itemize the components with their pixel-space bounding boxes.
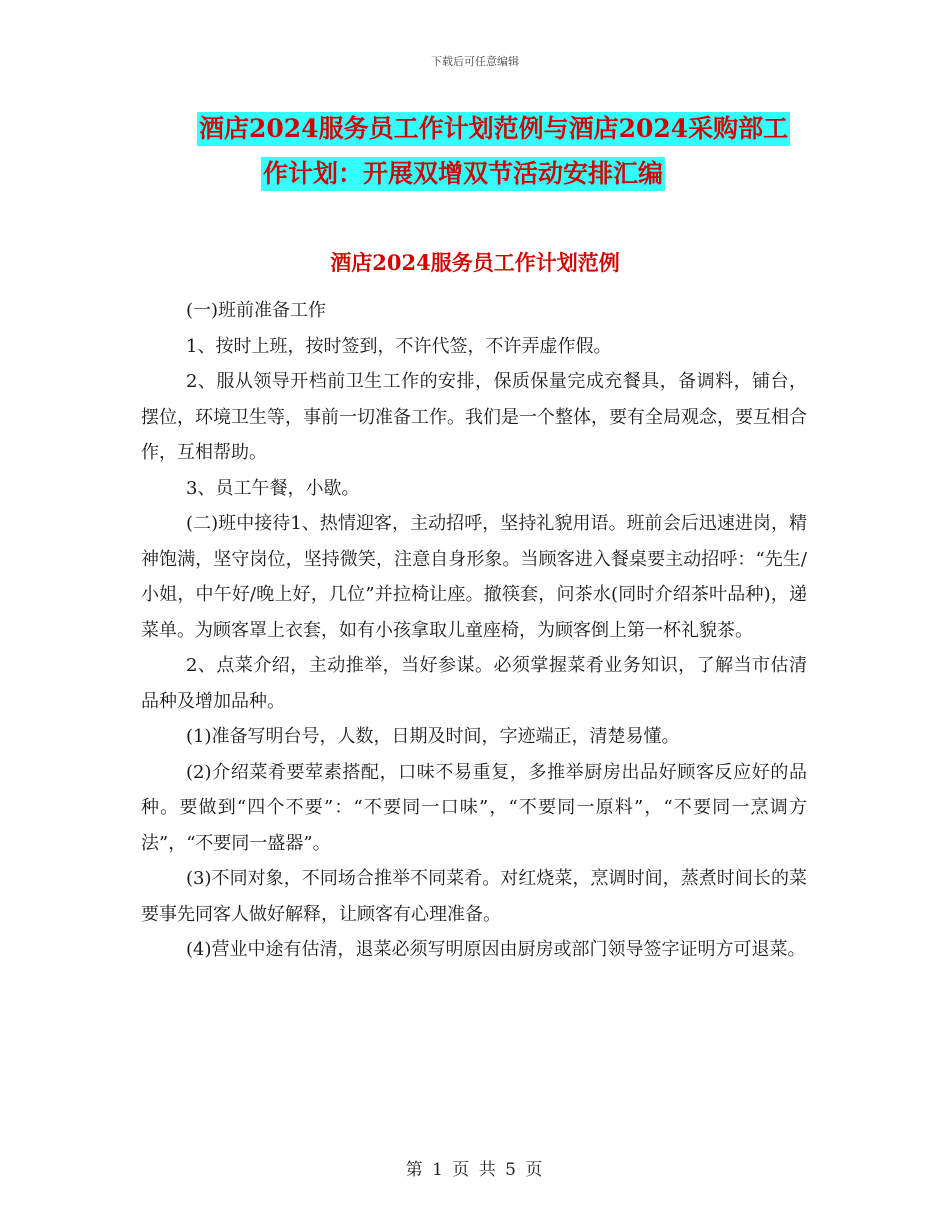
paragraph: 2、点菜介绍，主动推举，当好参谋。必须掌握菜肴业务知识，了解当市估清品种及增加品种。 bbox=[141, 655, 807, 712]
document-title-line-2: 作计划：开展双增双节活动安排汇编 bbox=[261, 157, 665, 191]
section-title: 酒店2024服务员工作计划范例 bbox=[330, 250, 620, 275]
paragraph: (4)营业中途有估清，退菜必须写明原因由厨房或部门领导签字证明方可退菜。 bbox=[186, 939, 806, 960]
document-title-line-1: 酒店2024服务员工作计划范例与酒店2024采购部工 bbox=[197, 112, 790, 146]
page-footer: 第 1 页 共 5 页 bbox=[405, 1160, 545, 1180]
paragraph: 2、服从领导开档前卫生工作的安排，保质保量完成充餐具，备调料，铺台，摆位，环境卫生等，事前一切准备工作。我们是一个整体，要有全局观念，要互相合作，互相帮助。 bbox=[141, 371, 807, 463]
paragraph: 3、员工午餐，小歇。 bbox=[186, 477, 360, 499]
paragraph: (2)介绍菜肴要荤素搭配，口味不易重复，多推举厨房出品好顾客反应好的品种。要做到“四个不要”：“不要同一口味”，“不要同一原料”，“不要同一烹调方法”，“不要同一盛器”。 bbox=[141, 761, 807, 854]
paragraph: 1、按时上班，按时签到，不许代签，不许弄虚作假。 bbox=[186, 335, 612, 357]
header-note: 下载后可任意编辑 bbox=[431, 55, 519, 68]
paragraph: (一)班前准备工作 bbox=[186, 300, 327, 321]
paragraph: (二)班中接待1、热情迎客，主动招呼，坚持礼貌用语。班前会后迅速进岗，精神饱满，坚守岗位，坚持微笑，注意自身形象。当顾客进入餐桌要主动招呼：“先生/小姐，中午好/晚上好，几位”并拉椅让座。撤筷套，问茶水(同时介绍茶叶品种)，递菜单。为顾客罩上衣套，如有小孩拿取儿童座椅，为顾客倒上第一杯礼貌茶。 bbox=[141, 513, 807, 641]
paragraph: (1)准备写明台号，人数，日期及时间，字迹端正，清楚易懂。 bbox=[186, 726, 680, 747]
document-body bbox=[141, 293, 807, 968]
paragraph: (3)不同对象，不同场合推举不同菜肴。对红烧菜，烹调时间，蒸煮时间长的菜要事先同客人做好解释，让顾客有心理准备。 bbox=[141, 868, 807, 925]
